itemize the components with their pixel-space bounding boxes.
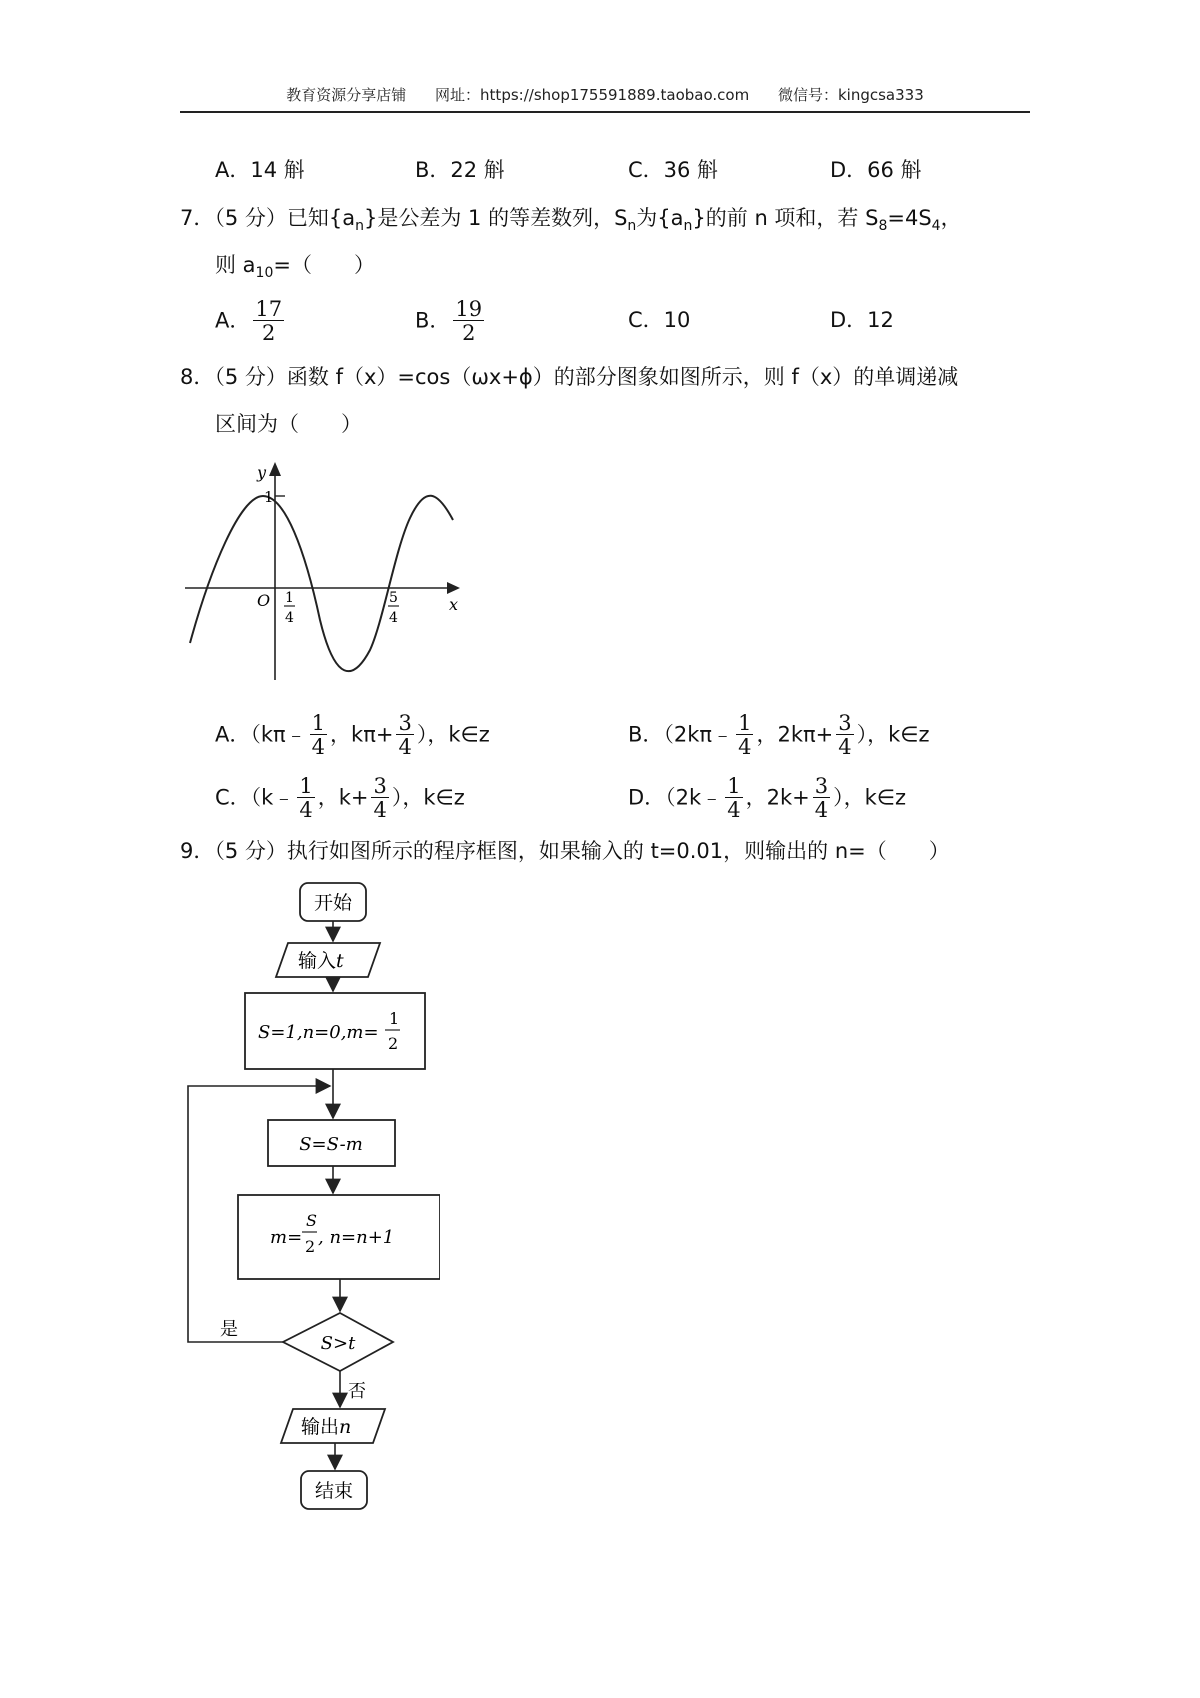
- q8-option-b: [628, 712, 930, 759]
- flow-start-text: 开始: [313, 892, 353, 914]
- q9-stem: 9．（5 分）执行如图所示的程序框图，如果输入的 t=0.01，则输出的 n=（ ）: [180, 839, 950, 863]
- q7-text: 为{a: [636, 206, 684, 230]
- numerator: 1: [738, 711, 752, 735]
- shop-name: 教育资源分享店铺: [286, 86, 407, 104]
- q7-option-a: [215, 298, 287, 345]
- flow-step1-text: S=S-m: [299, 1134, 363, 1155]
- flow-end-text: 结束: [314, 1480, 354, 1502]
- flow-step2-denominator: 2: [305, 1237, 316, 1256]
- numerator: 3: [838, 711, 852, 735]
- q8-option-a: [215, 712, 490, 759]
- numerator: 1: [299, 774, 313, 798]
- flow-yes-label: 是: [220, 1319, 238, 1340]
- q6-option-a: A．14 斛: [215, 158, 305, 182]
- flow-decision-text: S>t: [320, 1333, 356, 1354]
- header-divider: [180, 111, 1030, 113]
- q8-option-c: [215, 775, 465, 822]
- fraction: [813, 775, 830, 822]
- tick-1-4-denominator: 4: [285, 610, 294, 626]
- flow-init-text: S=1,n=0,m=: [258, 1022, 379, 1043]
- option-label: A．: [215, 308, 251, 333]
- denominator: 2: [462, 321, 476, 345]
- denominator: 4: [398, 735, 412, 759]
- denominator: 4: [727, 798, 741, 822]
- q6-option-d: D．66 斛: [830, 158, 922, 182]
- q7-text: =4S: [887, 206, 932, 230]
- tick-5-4-numerator: 5: [389, 590, 398, 606]
- fraction: [371, 775, 388, 822]
- option-text: A．（kπ﹣: [215, 722, 307, 747]
- fraction: [736, 712, 753, 759]
- option-text: ，kπ+: [330, 722, 394, 747]
- q6-option-b: B．22 斛: [415, 158, 505, 182]
- fraction: [297, 775, 314, 822]
- denominator: 4: [311, 735, 326, 759]
- q7-subscript: n: [683, 218, 693, 235]
- x-axis-label: x: [449, 595, 459, 614]
- q7-option-c: C．10: [628, 308, 691, 332]
- option-text: ），k∈z: [833, 785, 907, 810]
- q7-stem-line1: [180, 203, 962, 241]
- q8-option-d: [628, 775, 906, 822]
- denominator: 4: [373, 798, 387, 822]
- fraction: [253, 298, 284, 345]
- flow-step2-numerator: S: [306, 1211, 317, 1230]
- tick-5-4-denominator: 4: [389, 610, 398, 626]
- q8-stem-line2: 区间为（ ）: [215, 412, 362, 436]
- flow-init-numerator: 1: [389, 1009, 400, 1028]
- option-text: D．（2k﹣: [628, 785, 723, 810]
- q7-subscript: 10: [255, 265, 274, 282]
- q8-stem-line1: 8．（5 分）函数 f（x）=cos（ωx+ϕ）的部分图象如图所示，则 f（x）的单调递减: [180, 365, 959, 389]
- q7-text: ，: [940, 206, 962, 230]
- flow-no-label: 否: [348, 1381, 366, 1402]
- numerator: 1: [727, 774, 741, 798]
- option-text: B．（2kπ﹣: [628, 722, 734, 747]
- x-axis-arrow: [447, 582, 460, 594]
- q7-text: 则 a: [215, 253, 256, 277]
- q7-subscript: n: [355, 218, 365, 235]
- numerator: 3: [814, 774, 829, 798]
- q7-text: }是公差为 1 的等差数列，S: [364, 206, 628, 230]
- fraction: [836, 712, 853, 759]
- q7-subscript: n: [627, 218, 637, 235]
- option-text: ，k+: [317, 785, 369, 810]
- wechat-id: 微信号：kingcsa333: [777, 86, 924, 104]
- denominator: 4: [299, 798, 313, 822]
- origin-label: O: [257, 591, 271, 610]
- q7-subscript: 8: [878, 218, 888, 235]
- program-flowchart: [180, 875, 440, 1535]
- fraction: [396, 712, 413, 759]
- page-header: [180, 84, 1030, 114]
- flow-init-denominator: 2: [388, 1034, 399, 1053]
- q7-text: =（ ）: [273, 253, 375, 277]
- q6-option-c: C．36 斛: [628, 158, 719, 182]
- fraction: [310, 712, 327, 759]
- denominator: 4: [814, 798, 829, 822]
- denominator: 4: [838, 735, 852, 759]
- q7-stem-line2: [215, 250, 375, 288]
- option-label: B．: [415, 308, 451, 333]
- q7-text: 7．（5 分）已知{a: [180, 206, 356, 230]
- y-axis-label: y: [257, 463, 267, 482]
- q7-option-d: D．12: [830, 308, 894, 332]
- option-text: C．（k﹣: [215, 785, 295, 810]
- option-text: ），k∈z: [856, 722, 930, 747]
- numerator: 17: [255, 297, 283, 321]
- numerator: 3: [398, 711, 412, 735]
- option-text: ），k∈z: [416, 722, 490, 747]
- flow-output-text: 输出n: [301, 1416, 352, 1438]
- option-text: ），k∈z: [391, 785, 465, 810]
- q7-option-b: [415, 298, 487, 345]
- fraction: [453, 298, 484, 345]
- flow-step2-text: m=: [270, 1227, 303, 1248]
- cosine-graph: [185, 460, 460, 685]
- option-text: ，2k+: [745, 785, 810, 810]
- y-one-label: 1: [264, 488, 274, 506]
- numerator: 3: [373, 774, 387, 798]
- q7-text: }的前 n 项和，若 S: [692, 206, 879, 230]
- q7-subscript: 4: [931, 218, 941, 235]
- option-text: ，2kπ+: [756, 722, 834, 747]
- shop-url: 网址：https://shop175591889.taobao.com: [435, 86, 750, 104]
- cosine-curve: [190, 496, 453, 671]
- flow-step2-rest: , n=n+1: [318, 1227, 395, 1248]
- tick-1-4-numerator: 1: [285, 590, 294, 606]
- flow-input-text: 输入t: [298, 950, 344, 972]
- y-axis-arrow: [269, 462, 281, 476]
- denominator: 4: [738, 735, 752, 759]
- numerator: 1: [311, 711, 326, 735]
- denominator: 2: [262, 321, 276, 345]
- numerator: 19: [455, 297, 483, 321]
- fraction: [725, 775, 742, 822]
